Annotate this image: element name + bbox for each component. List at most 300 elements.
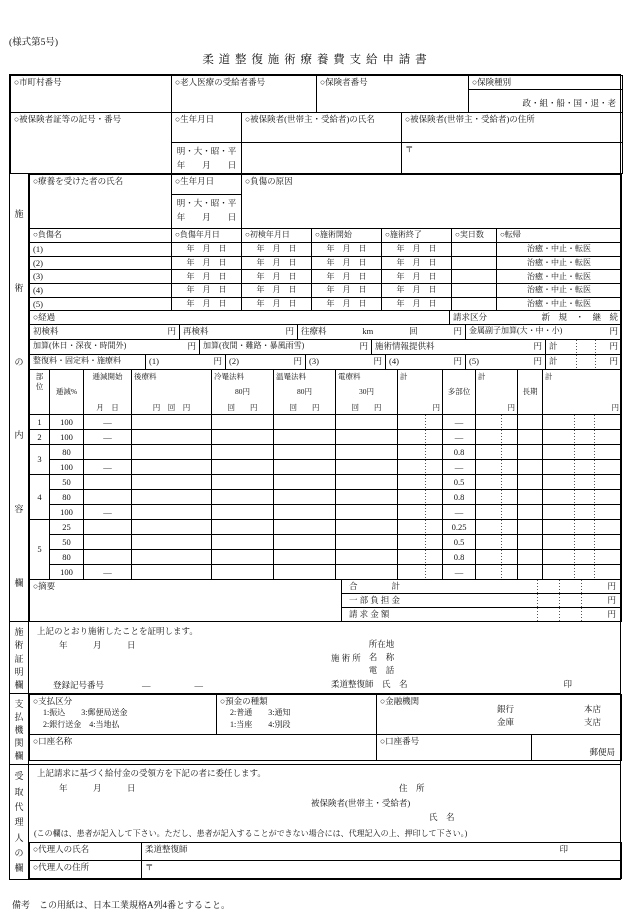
registration-number-label: 登録記号番号	[53, 680, 105, 691]
house-call-fee-label: 往療料	[301, 326, 327, 337]
multi-part-factor: 0.8	[443, 490, 476, 505]
grand-total-label: 合 計	[349, 581, 401, 592]
yen-unit: 円	[285, 326, 294, 337]
deposit-type-options-1: 2:普通 3:通知	[230, 707, 291, 717]
proxy-note: (この欄は、患者が記入して下さい。ただし、患者が記入することができない場合には、代理記入の上、押印して下さい。)	[34, 828, 468, 838]
municipality-number-cell: ○市町村番号	[11, 76, 172, 113]
injury-row	[30, 297, 622, 311]
outcome-cell: 治癒・中止・転医	[497, 283, 622, 297]
reduction-fee-item-cell	[386, 355, 466, 370]
yen-unit: 円	[533, 341, 542, 352]
actual-days-header: ○実日数	[452, 229, 497, 243]
cold-fill	[212, 535, 274, 550]
subtotal-fill	[398, 490, 443, 505]
warm-fill	[274, 520, 336, 535]
outcome-header: ○転帰	[497, 229, 622, 243]
yen-unit: 円	[607, 581, 616, 592]
copay-label: 一 部 負 担 金	[349, 595, 401, 606]
cold-fill	[212, 505, 274, 520]
patient-birthdate-label: ○生年月日	[172, 175, 242, 195]
followup-fill	[132, 415, 212, 430]
cold-fill	[212, 520, 274, 535]
yen-unit: 円	[453, 356, 462, 367]
injury-name-cell: (1)	[30, 243, 172, 257]
part-number: 3	[30, 445, 50, 475]
subtotal-fill	[398, 520, 443, 535]
metal-splint-fee-label: 金属副子加算(大・中・小)	[469, 326, 563, 336]
subtotal2-fill	[476, 445, 518, 460]
treatment-start-header: ○施術開始	[312, 229, 382, 243]
subtotal-fill	[398, 535, 443, 550]
agent-address-label-cell: ○代理人の住所	[30, 860, 142, 878]
yen-unit: 円	[167, 326, 176, 337]
reduction-pct: 50	[50, 475, 84, 490]
multi-part-factor: ―	[443, 505, 476, 520]
injury-date-cell: 年 月 日	[172, 256, 242, 270]
longterm-fill	[518, 475, 543, 490]
cold-fill	[212, 550, 274, 565]
post-office-cell: 郵便局	[532, 735, 622, 761]
subtotal2-fill	[476, 550, 518, 565]
warm-fill	[274, 550, 336, 565]
proxy-table	[29, 842, 622, 879]
outcome-cell: 治癒・中止・転医	[497, 297, 622, 311]
item-number: (2)	[229, 356, 239, 367]
part-number: 5	[30, 520, 50, 580]
injury-name-cell: (2)	[30, 256, 172, 270]
injury-date-cell: 年 月 日	[172, 283, 242, 297]
cold-compress-header	[212, 370, 274, 415]
reduction-start: ―	[84, 460, 132, 475]
agent-prefill-label: 柔道整復師	[145, 843, 188, 854]
injury-row	[30, 256, 622, 270]
treatment-end-header: ○施術終了	[382, 229, 452, 243]
electro-fill	[336, 565, 398, 580]
reduction-start	[84, 550, 132, 565]
yen-unit: 円	[609, 356, 618, 367]
electro-fill	[336, 460, 398, 475]
warm-fill	[274, 460, 336, 475]
followup-fee-header	[132, 370, 212, 415]
certification-statement: 上記のとおり施術したことを証明します。	[37, 626, 198, 637]
subtotal2-fill	[476, 460, 518, 475]
fees-table-row3	[29, 354, 622, 370]
year-month-day: 年 月 日	[176, 160, 237, 170]
fees-subtotal-cell	[546, 355, 622, 370]
reduction-fee-item-cell	[226, 355, 306, 370]
patient-table	[29, 174, 622, 229]
part-number: 4	[30, 475, 50, 520]
yen-unit: 円	[609, 341, 618, 352]
treatment-start-cell: 年 月 日	[312, 297, 382, 311]
injury-date-cell: 年 月 日	[172, 243, 242, 257]
payment-class-cell	[30, 695, 217, 735]
cold-fill	[212, 565, 274, 580]
insured-address-entry	[402, 143, 623, 174]
proxy-statement: 上記請求に基づく給付金の受領方を下記の者に委任します。	[37, 768, 266, 779]
injury-name-cell: (3)	[30, 270, 172, 284]
insured-address-label: ○被保険者(世帯主・受給者)の住所	[402, 113, 623, 143]
subtotal2-header	[476, 370, 518, 415]
deposit-type-cell	[217, 695, 377, 735]
longterm-fill	[518, 505, 543, 520]
office-label: 施 術 所	[331, 652, 361, 663]
paper-size-remark: 備考 この用紙は、日本工業規格A列4番とすること。	[12, 899, 231, 910]
reduction-start: ―	[84, 415, 132, 430]
treatment-end-cell: 年 月 日	[382, 256, 452, 270]
remarks-cell: ○摘要	[30, 580, 342, 622]
metal-splint-fee-cell	[466, 325, 622, 340]
subtotal2-fill	[476, 490, 518, 505]
account-number-cell: ○口座番号	[377, 735, 532, 761]
detail-row	[30, 415, 622, 430]
first-exam-date-cell: 年 月 日	[242, 283, 312, 297]
item-number: (1)	[149, 356, 159, 367]
total-fill	[543, 460, 622, 475]
electro-fill	[336, 415, 398, 430]
certification-date: 年 月 日	[59, 640, 136, 651]
yen-unit: 円	[213, 356, 222, 367]
actual-days-cell	[452, 256, 497, 270]
multi-part-factor: 0.25	[443, 520, 476, 535]
treatment-start-cell: 年 月 日	[312, 270, 382, 284]
total-fill	[543, 505, 622, 520]
followup-fill	[132, 520, 212, 535]
subtotal2-fill	[476, 430, 518, 445]
insured-name-entry	[242, 143, 402, 174]
kai-yen-label: 回 円	[289, 402, 320, 412]
cold-fill	[212, 490, 274, 505]
outcome-cell: 治癒・中止・転医	[497, 256, 622, 270]
first-exam-fee-cell	[30, 325, 180, 340]
payment-vertical-label: 支 払 機 関 欄	[10, 694, 29, 765]
detail-row	[30, 565, 622, 580]
warm-fill	[274, 535, 336, 550]
form-title: 柔 道 整 復 施 術 療 養 費 支 給 申 請 書	[202, 54, 428, 66]
shinkin-option: 金庫	[496, 717, 514, 728]
payment-class-options-1: 1:振込 3:郵便局送金	[43, 707, 128, 717]
detail-row	[30, 430, 622, 445]
treatment-section-vertical-label: 施 術 の 内 容 欄	[10, 174, 29, 622]
subtotal-fill	[398, 445, 443, 460]
reduction-start	[84, 445, 132, 460]
followup-fill	[132, 475, 212, 490]
subtotal-fill	[398, 565, 443, 580]
reduction-pct: 100	[50, 430, 84, 445]
copay-cell	[342, 594, 622, 608]
total-fill	[543, 415, 622, 430]
total-fill	[543, 520, 622, 535]
subtotal-fill	[398, 475, 443, 490]
subtotal-fill	[398, 550, 443, 565]
re-exam-fee-label: 再検料	[183, 326, 209, 337]
holiday-surcharge-cell	[30, 340, 200, 355]
cold-fill	[212, 430, 274, 445]
patient-name-label: ○療養を受けた者の氏名	[33, 176, 124, 186]
longterm-fill	[518, 430, 543, 445]
reduction-pct: 80	[50, 445, 84, 460]
total-fill	[543, 490, 622, 505]
injury-date-cell: 年 月 日	[172, 297, 242, 311]
longterm-header: 長期	[518, 370, 543, 415]
yen-unit: 円	[359, 341, 368, 352]
followup-fill	[132, 460, 212, 475]
yen-unit: 円	[187, 341, 196, 352]
reduction-fee-label-cell: 整復料・固定料・施療料	[30, 355, 146, 370]
yen-unit: 円	[507, 402, 515, 412]
info-provision-fee-label: 施術情報提供料	[375, 341, 435, 352]
kai-yen-label: 回 円	[351, 402, 382, 412]
treatment-start-cell: 年 月 日	[312, 283, 382, 297]
reduction-pct: 25	[50, 520, 84, 535]
part-number: 2	[30, 430, 50, 445]
reduction-pct: 100	[50, 415, 84, 430]
reduction-start: ―	[84, 505, 132, 520]
first-exam-date-header: ○初検年月日	[242, 229, 312, 243]
subtotal2-fill	[476, 535, 518, 550]
total-label: 計	[545, 372, 553, 382]
reduction-start-label: 逓減開始	[92, 372, 123, 382]
multi-part-header: 多部位	[443, 370, 476, 415]
longterm-fill	[518, 415, 543, 430]
electro-fill	[336, 430, 398, 445]
registration-number-dashes: ― ―	[142, 680, 206, 691]
detail-row	[30, 490, 622, 505]
detail-row	[30, 520, 622, 535]
km-unit: km	[362, 326, 374, 337]
detail-row	[30, 460, 622, 475]
part-number: 1	[30, 415, 50, 430]
item-number: (3)	[309, 356, 319, 367]
fees-subtotal-cell	[546, 340, 622, 355]
head-office-option: 本店	[583, 704, 601, 715]
actual-days-cell	[452, 283, 497, 297]
yen-unit: 円	[607, 595, 616, 606]
reduction-pct: 80	[50, 550, 84, 565]
claim-amount-cell	[342, 608, 622, 622]
progress-cell: ○経過	[30, 311, 450, 325]
treatment-end-cell: 年 月 日	[382, 297, 452, 311]
outcome-cell: 治癒・中止・転医	[497, 243, 622, 257]
holiday-surcharge-label: 加算(休日・深夜・時間外)	[33, 341, 127, 351]
insured-card-number-label: ○被保険者証等の記号・番号	[14, 114, 122, 124]
payment-table-row2	[29, 734, 622, 761]
reduction-fee-item-cell	[146, 355, 226, 370]
postal-mark: 〒	[405, 144, 414, 154]
total-header	[543, 370, 622, 415]
agent-name-entry-cell	[142, 842, 622, 860]
detail-row	[30, 550, 622, 565]
cold-compress-price: 80円	[235, 387, 250, 397]
insured-birthdate-label: ○生年月日	[172, 113, 242, 143]
treatment-end-cell: 年 月 日	[382, 243, 452, 257]
insured-person-label: 被保険者(世帯主・受給者)	[311, 797, 411, 808]
reduction-start	[84, 520, 132, 535]
office-name-label: 名 称	[368, 652, 395, 663]
seal-mark: 印	[563, 679, 572, 690]
office-location-label: 所在地	[368, 639, 395, 650]
progress-table	[29, 310, 622, 325]
practitioner-name-label: 柔道整復師 氏 名	[331, 679, 408, 690]
injury-table	[29, 228, 622, 311]
multi-part-factor: 0.5	[443, 535, 476, 550]
cold-fill	[212, 475, 274, 490]
header-table-2	[10, 112, 623, 174]
multi-part-factor: 0.8	[443, 445, 476, 460]
account-name-cell: ○口座名称	[30, 735, 377, 761]
warm-fill	[274, 490, 336, 505]
claim-type-cell	[450, 311, 622, 325]
total-fill	[543, 430, 622, 445]
summary-table	[29, 579, 622, 622]
house-call-fee-cell	[298, 325, 466, 340]
longterm-fill	[518, 550, 543, 565]
subtotal-header	[398, 370, 443, 415]
warm-fill	[274, 430, 336, 445]
injury-name-cell: (4)	[30, 283, 172, 297]
multi-part-factor: ―	[443, 565, 476, 580]
warm-fill	[274, 505, 336, 520]
detail-row	[30, 445, 622, 460]
followup-fee-label: 後療料	[134, 372, 157, 382]
subtotal-label: 計	[478, 372, 486, 382]
first-exam-date-cell: 年 月 日	[242, 256, 312, 270]
insured-birthdate-entry	[172, 143, 242, 174]
info-provision-fee-cell	[372, 340, 546, 355]
electro-fill	[336, 475, 398, 490]
payment-table-row1	[29, 694, 622, 735]
yen-kai-yen-label: 円 回 円	[152, 402, 191, 412]
claim-type-options: 新 規 ・ 継 続	[541, 312, 618, 323]
fees-table-row1	[29, 324, 622, 340]
fees-table-row2	[29, 339, 622, 355]
office-block	[291, 638, 620, 677]
longterm-fill	[518, 460, 543, 475]
subtotal2-fill	[476, 520, 518, 535]
agent-name-label-cell: ○代理人の氏名	[30, 842, 142, 860]
first-exam-fee-label: 初検料	[33, 326, 59, 337]
electro-fill	[336, 490, 398, 505]
followup-fill	[132, 505, 212, 520]
reduction-pct: 50	[50, 535, 84, 550]
injury-date-cell: 年 月 日	[172, 270, 242, 284]
deposit-type-options-2: 1:当座 4:別段	[230, 720, 291, 730]
reduction-start	[84, 535, 132, 550]
total-fill	[543, 445, 622, 460]
item-number: (5)	[469, 356, 479, 367]
insurance-type-label: ○保険種別	[469, 76, 623, 90]
reduction-pct: 100	[50, 505, 84, 520]
yen-unit: 円	[453, 326, 462, 337]
reduction-pct: 100	[50, 565, 84, 580]
total-fill	[543, 550, 622, 565]
warm-fill	[274, 565, 336, 580]
electro-fill	[336, 505, 398, 520]
month-day-label: 月 日	[96, 402, 119, 412]
total-fill	[543, 565, 622, 580]
warm-compress-label: 温罨法料	[276, 372, 306, 382]
electro-fill	[336, 445, 398, 460]
warm-compress-price: 80円	[297, 387, 312, 397]
proxy-address-label: 住 所	[399, 783, 425, 794]
injury-name-cell: (5)	[30, 297, 172, 311]
injury-row	[30, 283, 622, 297]
certification-section	[10, 621, 620, 694]
reduction-start-header	[84, 370, 132, 415]
warm-compress-header	[274, 370, 336, 415]
practitioner-line	[291, 677, 620, 692]
insured-card-number-cell	[11, 113, 172, 174]
night-surcharge-cell	[200, 340, 372, 355]
yen-unit: 円	[609, 326, 618, 337]
subtotal-fill	[398, 430, 443, 445]
multi-part-factor: ―	[443, 415, 476, 430]
yen-unit: 円	[607, 609, 616, 620]
yen-unit: 円	[611, 402, 619, 412]
followup-fill	[132, 550, 212, 565]
followup-fill	[132, 535, 212, 550]
header-table-1	[10, 75, 623, 113]
actual-days-cell	[452, 270, 497, 284]
injury-date-header: ○負傷年月日	[172, 229, 242, 243]
electrotherapy-header	[336, 370, 398, 415]
bank-option: 銀行	[496, 704, 514, 715]
total-fill	[543, 535, 622, 550]
financial-institution-label: ○金融機関	[380, 696, 420, 707]
night-surcharge-label: 加算(夜間・難路・暴風雨雪)	[203, 341, 305, 351]
yen-unit: 円	[293, 356, 302, 367]
followup-fill	[132, 565, 212, 580]
treatment-end-cell: 年 月 日	[382, 270, 452, 284]
multi-part-factor: ―	[443, 460, 476, 475]
longterm-fill	[518, 535, 543, 550]
reduction-start	[84, 475, 132, 490]
office-phone-label: 電 話	[368, 665, 395, 676]
form-number: (様式第5号)	[9, 38, 59, 48]
part-column-header	[30, 370, 50, 415]
cold-fill	[212, 460, 274, 475]
treatment-end-cell: 年 月 日	[382, 283, 452, 297]
reduction-start: ―	[84, 430, 132, 445]
treatment-start-cell: 年 月 日	[312, 256, 382, 270]
claim-type-label: 請求区分	[453, 312, 488, 323]
subtotal-label: 計	[549, 341, 558, 352]
total-fill	[543, 475, 622, 490]
financial-institution-cell	[377, 695, 622, 735]
proxy-section	[10, 764, 620, 879]
subtotal-fill	[398, 415, 443, 430]
electro-fill	[336, 520, 398, 535]
treatment-content-section	[10, 173, 620, 622]
agent-address-entry-cell: 〒	[142, 860, 622, 878]
warm-fill	[274, 415, 336, 430]
multi-part-factor: 0.8	[443, 550, 476, 565]
yen-unit: 円	[533, 356, 542, 367]
electrotherapy-label: 電療料	[338, 372, 361, 382]
branch-option: 支店	[583, 717, 601, 728]
kai-yen-label: 回 円	[227, 402, 258, 412]
application-form	[9, 74, 621, 880]
treatment-start-cell: 年 月 日	[312, 243, 382, 257]
subtotal2-fill	[476, 415, 518, 430]
proxy-name-label: 氏 名	[429, 812, 455, 823]
followup-fill	[132, 430, 212, 445]
part-header-label: 部位	[35, 372, 44, 391]
detail-row	[30, 535, 622, 550]
proxy-vertical-label: 受 取 代 理 人 の 欄	[10, 765, 29, 879]
subtotal-label: 計	[549, 356, 558, 367]
longterm-fill	[518, 445, 543, 460]
